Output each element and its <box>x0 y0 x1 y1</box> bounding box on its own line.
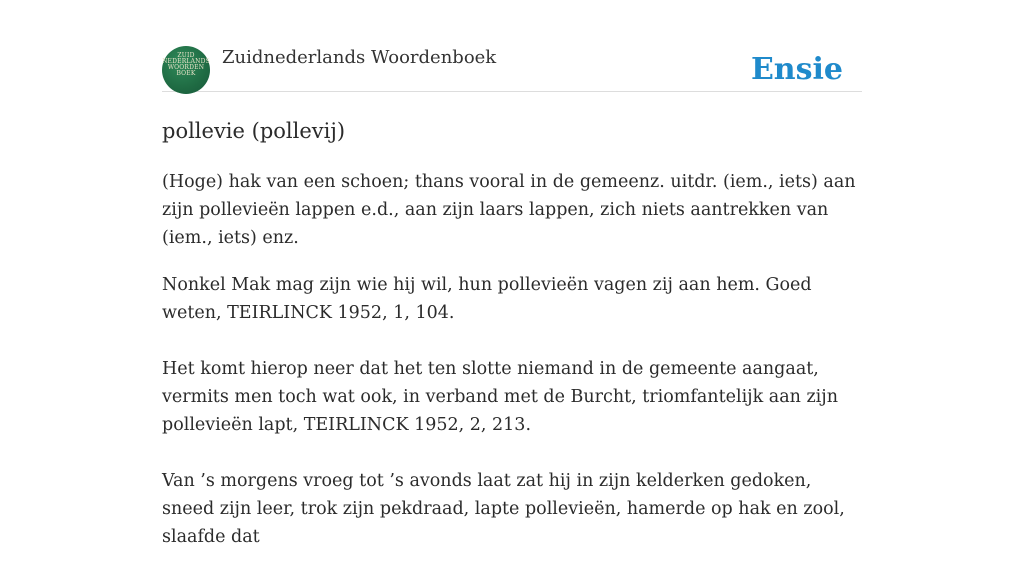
citation-quote: Van ’s morgens vroeg tot ’s avonds laat zat hij in zijn kelderken gedoken, sneed zijn leer, trok zijn pekdraad, lapte pollevieën, hamerde op hak en zool, slaafde dat <box>162 471 845 547</box>
entry-title: pollevie (pollevij) <box>162 119 346 143</box>
site-header <box>162 44 862 92</box>
citation-quote: Het komt hierop neer dat het ten slotte niemand in de gemeente aangaat, vermits men toch wat ook, in verband met de Burcht, triomfantelijk aan zijn pollevieën lapt, TEIRLINCK 1952, 2, 213. <box>162 359 838 435</box>
entry-content <box>162 168 862 579</box>
logo-line: ZUID <box>177 52 195 59</box>
logo-lettering <box>162 53 210 77</box>
logo-line: WOORDEN <box>167 64 205 71</box>
logo-line: NEDERLANDS <box>162 58 210 65</box>
citation-quote: Nonkel Mak mag zijn wie hij wil, hun pollevieën vagen zij aan hem. Goed weten, TEIRLINCK 1952, 1, 104. <box>162 275 812 323</box>
dictionary-name-link[interactable]: Zuidnederlands Woordenboek <box>222 47 497 68</box>
ensie-brand-link[interactable]: Ensie <box>750 52 843 87</box>
entry-definition: (Hoge) hak van een schoen; thans vooral in de gemeenz. uitdr. (iem., iets) aan zijn pollevieën lappen e.d., aan zijn laars lappen, zich niets aantrekken van (iem., iets) enz. <box>162 172 856 248</box>
logo-line: BOEK <box>176 70 196 77</box>
dictionary-logo[interactable] <box>162 46 210 94</box>
